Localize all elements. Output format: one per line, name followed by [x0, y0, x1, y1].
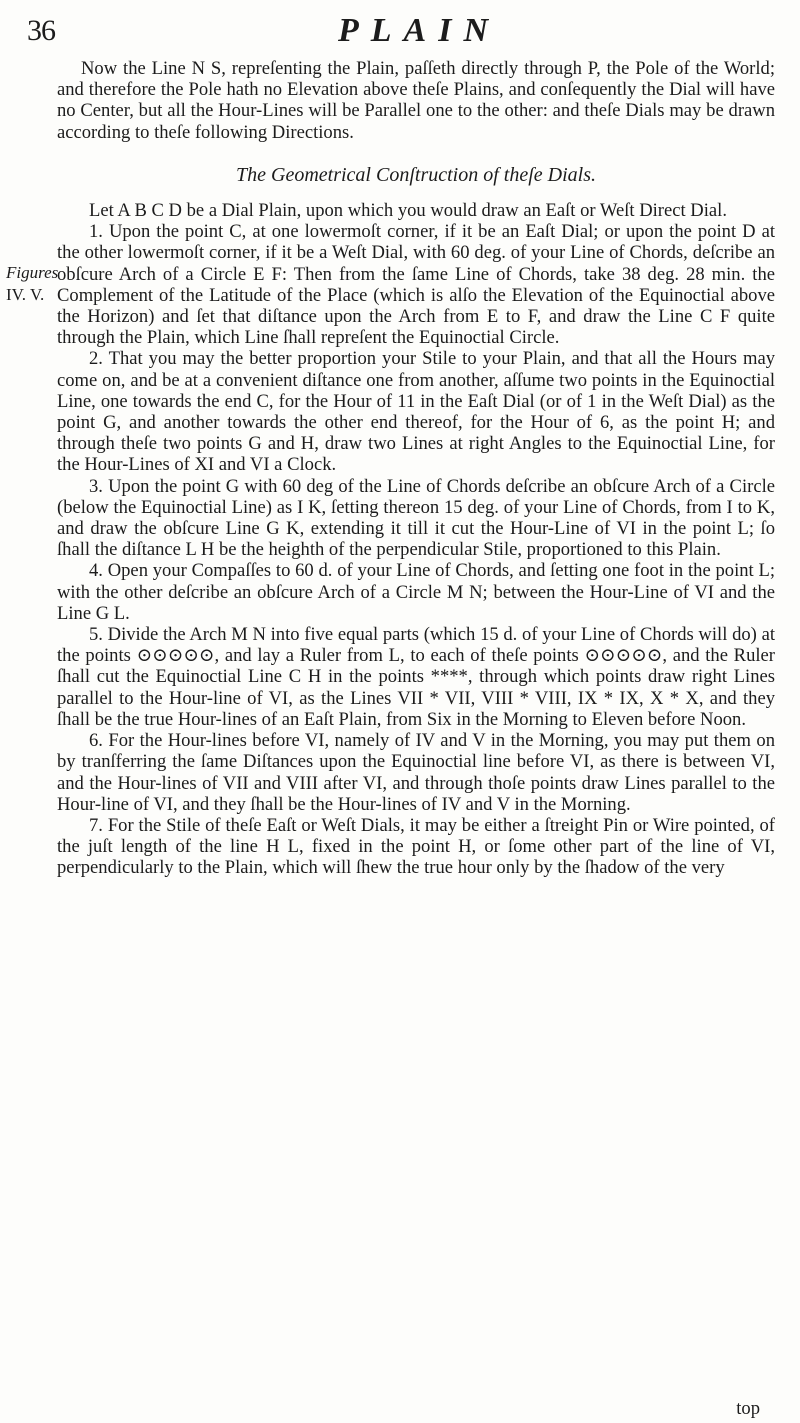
- paragraph-step-2: 2. That you may the better proportion your Stile to your Plain, and that all the Hours may come on, and be at a convenient diſtance one from another, aſſume two points in the Equinoctial Line, one towards the end C, for the Hour of 11 in the Eaſt Dial (or of 1 in the Weſt Dial) as the point G, and another towards the other end thereof, for the Hour of 6, as the point H; and through theſe two points G and H, draw two Lines at right Angles to the Equinoctial Line, for the Hour-Lines of XI and VI a Clock.: [57, 348, 775, 476]
- catchword: top: [736, 1398, 760, 1419]
- paragraph-step-3: 3. Upon the point G with 60 deg of the Line of Chords deſcribe an obſcure Arch of a Circle (below the Equinoctial Line) as I K, ſetting thereon 15 deg. of your Line of Chords, from I to K, and draw the obſcure Line G K, extending it till it cut the Hour-Line of VI in the point L; ſo ſhall the diſtance L H be the heighth of the perpendicular Stile, proportioned to this Plain.: [57, 475, 775, 561]
- paragraph-step-5: 5. Divide the Arch M N into five equal parts (which 15 d. of your Line of Chords will do) at the points ⊙⊙⊙⊙⊙, and lay a Ruler from L, to each of theſe points ⊙⊙⊙⊙⊙, and the Ruler ſhall cut the Equinoctial Line C H in the points ****, through which points draw right Lines parallel to the Hour-line of VI, as the Lines VII * VII, VIII * VIII, IX * IX, X * X, and they ſhall be the true Hour-lines of an Eaſt Plain, from Six in the Morning to Eleven before Noon.: [57, 624, 775, 730]
- page-number: 36: [27, 14, 55, 47]
- section-heading: The Geometrical Conſtruction of theſe Dials.: [236, 163, 596, 186]
- margin-note-figure-numbers: IV. V.: [6, 285, 45, 304]
- margin-note-figures: Figures: [6, 263, 59, 282]
- intro-paragraph: Now the Line N S, repreſenting the Plain, paſſeth directly through P, the Pole of the World; and therefore the Pole hath no Elevation above theſe Plains, and conſequently the Dial will have no Center, but all the Hour-Lines will be Parallel one to the other: and theſe Dials may be drawn according to theſe following Directions.: [57, 58, 775, 143]
- paragraph-step-7: 7. For the Stile of theſe Eaſt or Weſt Dials, it may be either a ſtreight Pin or Wire pointed, of the juſt length of the line H L, fixed in the point H, or ſome other part of the line of VI, perpendicularly to the Plain, which will ſhew the true hour only by the ſhadow of the very: [57, 814, 775, 879]
- running-title: PLAIN: [338, 12, 500, 49]
- paragraph-dial-plain: Let A B C D be a Dial Plain, upon which you would draw an Eaſt or Weſt Direct Dial.: [89, 200, 727, 222]
- paragraph-step-6: 6. For the Hour-lines before VI, namely of IV and V in the Morning, you may put them on by tranſferring the ſame Diſtances upon the Equinoctial line before VI, as there is between VI, and the Hour-lines of VII and VIII after VI, and through thoſe points draw Lines parallel to the Hour-line of VI, and they ſhall be the Hour-lines of IV and V in the Morning.: [57, 730, 775, 815]
- body-text: [57, 58, 775, 879]
- paragraph-step-4: 4. Open your Compaſſes to 60 d. of your Line of Chords, and ſetting one foot in the point L; with the other deſcribe an obſcure Arch of a Circle M N; between the Hour-Line of VI and the Line G L.: [57, 560, 775, 624]
- paragraph-step-1: 1. Upon the point C, at one lowermoſt corner, if it be an Eaſt Dial; or upon the point D at the other lowermoſt corner, if it be a Weſt Dial, with 60 deg. of your Line of Chords, deſcribe an obſcure Arch of a Circle E F: Then from the ſame Line of Chords, take 38 deg. 28 min. the Complement of the Latitude of the Place (which is alſo the Elevation of the Equinoctial above the Horizon) and ſet that diſtance upon the Arch from E to F, and draw the Line C F quite through the Plain, which Line ſhall repreſent the Equinoctial Circle.: [57, 221, 775, 349]
